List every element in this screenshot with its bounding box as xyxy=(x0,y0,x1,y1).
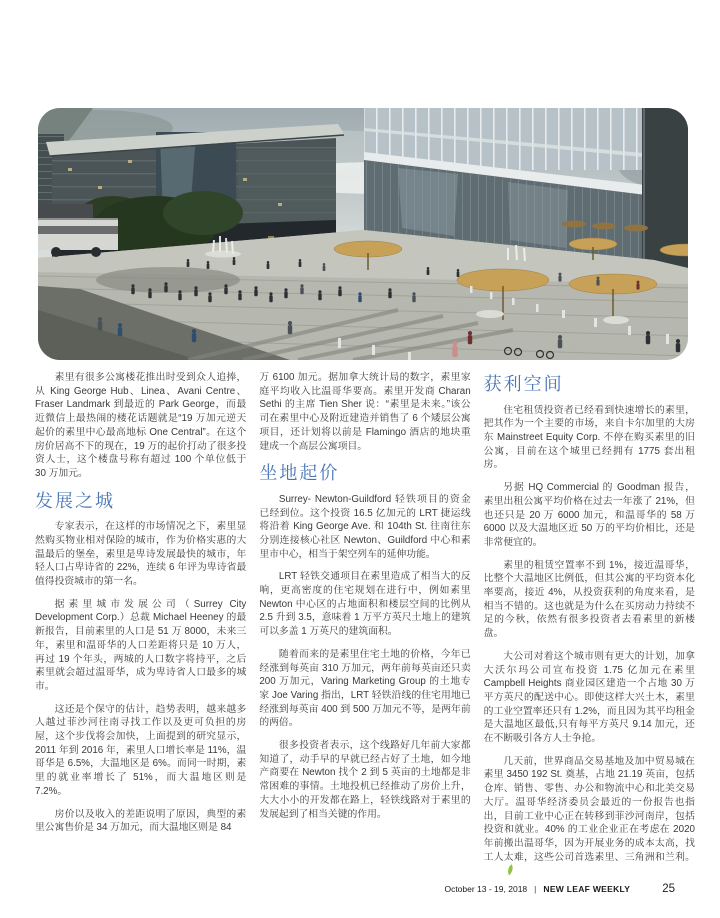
paragraph: 专家表示，在这样的市场情况之下，素里显然购买物业相对保险的城市，作为价格实惠的大温最后的堡垒，素里是卑诗发展最快的城市，年轻人口占卑诗省的 22%，连续 6 年评为卑诗省最值得投资城市的第一名。 xyxy=(35,521,247,588)
article-column-1 xyxy=(35,371,246,889)
paragraph: 万 6100 加元。据加拿大统计局的数字，素里家庭平均收入比温哥华要高。素里开发商 Charan Sethi 的主席 Tien Sher 说：“素里是未来。”该公司在素里中心及附近建造并销售了 6 个矮层公寓项目，还计划将以前是 Flamingo 酒店的地块重建成一个高层公寓项目。 xyxy=(259,372,471,452)
paragraph: LRT 轻铁交通项目在素里造成了相当大的反响，更高密度的住宅规划在进行中，例如素里 Newton 中心区的占地面积和楼层空间的比例从 2.5 升到 3.5，意味着 1 万平方英尺土地上的建筑可以多盖 1 万英尺的建筑面积。 xyxy=(259,571,471,638)
page-footer xyxy=(35,883,675,895)
paragraph-text: 几天前，世界商品交易基地及加中贸易城在素里 3450 192 St. 奠基，占地 21.19 英亩，包括仓库、销售、零售、办公和物流中心和北美交易大厅。温哥华经济委员会最近的一份报告也指出，目前工业中心正在转移到菲沙河南岸，包括投资和就业。40% 的工业企业正在考虑在 2020 年前搬出温哥华，因为开展业务的成本太高，找工人太难，这些公司首选素里、三角洲和兰利。 xyxy=(483,755,695,863)
article-column-2 xyxy=(259,371,470,889)
footer-magazine-name: NEW LEAF WEEKLY xyxy=(543,884,631,894)
paragraph xyxy=(484,755,695,880)
article-column-3 xyxy=(484,371,695,889)
paragraph: 很多投资者表示，这个线路好几年前大家都知道了，动手早的早就已经占好了土地，如今地产商要在 Newton 找个 2 到 5 英亩的土地都是非常困难的事情。土地投机已经推动了房价上升，大大小小的开发都在路上，轻铁线路对于素里的发展起到了相当关键的作用。 xyxy=(259,740,471,820)
section-heading-profit-space: 获利空间 xyxy=(483,374,564,394)
paragraph: Surrey- Newton-Guildford 轻铁项目的资金已经到位。这个投资 16.5 亿加元的 LRT 捷运线将沿着 King George Ave. 和 104th St. 往南往东分别连接核心社区 Newton、Guildford 中心和素里市中心，相当于架空列车的延伸功能。 xyxy=(259,493,471,560)
paragraph: 这还是个保守的估计，趋势表明，越来越多人越过菲沙河往南寻找工作以及更可负担的房屋，这个步伐将会加快，上面提到的研究显示，2011 年到 2016 年，素里人口增长率是 11%，温哥华是 6.5%，大温地区是 6%。而同一时期，素里的就业率增长了 51%，而大温地区则是 7.2%。 xyxy=(35,703,247,797)
leaf-icon xyxy=(487,864,495,875)
footer-separator: | xyxy=(534,884,537,894)
footer-date: October 13 - 19, 2018 xyxy=(444,884,528,894)
paragraph: 另据 HQ Commercial 的 Goodman 报告，素里出租公寓平均价格在过去一年涨了 21%，但也还只是 20 万 6000 加元，和温哥华的 58 万 6000 以及大温地区近 50 万的平均价相比，还是非常便宜的。 xyxy=(483,482,695,548)
paragraph: 住宅租赁投资者已经看到快速增长的素里，把其作为一个主要的市场，来自卡尔加里的大房东 Mainstreet Equity Corp. 不停在购买素里的旧公寓，目前在这个城里已经拥有 1775 套出租房。 xyxy=(483,404,695,471)
paragraph: 随着而来的是素里住宅土地的价格，今年已经涨到每英亩 310 万加元，两年前每英亩还只卖 200 万加元，Varing Marketing Group 的土地专家 Joe Varing 指出，LRT 轻铁沿线的住宅用地已经涨到每英亩 400 到 500 万加元不等，是两年前的两倍。 xyxy=(259,648,471,729)
paragraph: 大公司对着这个城市则有更大的计划，加拿大沃尔玛公司宣布投资 1.75 亿加元在素里 Campbell Heights 商业园区建造一个占地 30 万平方英尺的配送中心。即使这样大兴土木，素里的工业空置率还只有 1.2%，而且因为其平均租金是大温地区最低,只有每平方英尺 9.14 加元，还在不断吸引各方人士争抢。 xyxy=(483,650,695,745)
plaza-rendering-graphic xyxy=(38,108,688,360)
hero-photo-city-plaza-rendering xyxy=(38,108,688,360)
article-body xyxy=(35,371,695,889)
paragraph: 素里的租赁空置率不到 1%，接近温哥华，比整个大温地区比例低，但其公寓的平均资本化率要高，接近 4%，从投资获利的角度来看，是相当不错的。这也就是为什么在买房动力持续不足的今秋，依然有很多投资者去看素里的新楼盘。 xyxy=(483,559,695,640)
page-number: 25 xyxy=(662,883,675,895)
paragraph: 房价以及收入的差距说明了原因，典型的素里公寓售价是 34 万加元，而大温地区则是 84 xyxy=(35,808,247,834)
section-heading-land-price: 坐地起价 xyxy=(259,463,340,484)
paragraph: 据素里城市发展公司（Surrey City Development Corp.）总裁 Michael Heeney 的最新报告，目前素里的人口是 51 万 8000，未来三年，素里和温哥华的人口差距将只是 10 万人，再过 19 个年头，两城的人口数字将持平，之后素里就会超过温哥华，成为卑诗省人口最多的城市。 xyxy=(35,598,247,692)
section-heading-development-city: 发展之城 xyxy=(35,490,115,511)
paragraph: 素里有很多公寓楼花推出时受到众人追捧，从 King George Hub、Linea、Avani Centre、Fraser Landmark 到最近的 Park George，而最近微信上最热闹的楼花话题就是“19 万加元逆天起价的素里中心最高地标 One Central”。在这个房价居高不下的现在，19 万的起价打动了很多投资人士，这个楼盘号称有超过 100 个单位低于 30 万加元。 xyxy=(35,372,247,479)
